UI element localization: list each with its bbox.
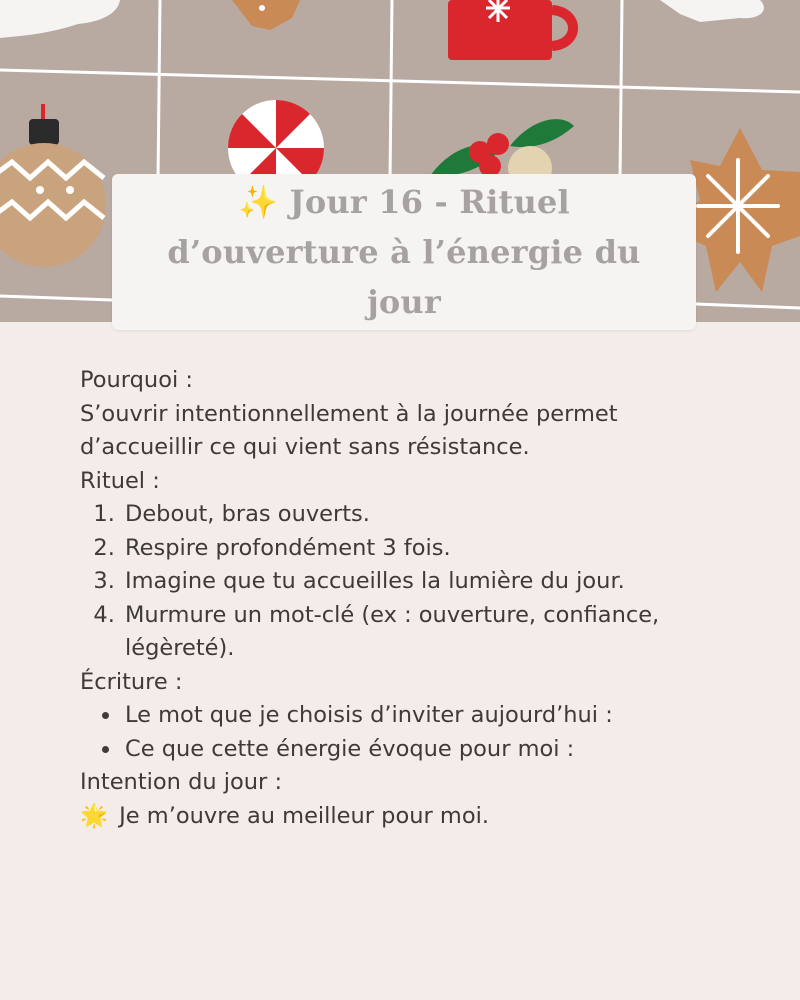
sparkles-icon: ✨ xyxy=(238,183,279,221)
rituel-steps-list xyxy=(80,498,740,666)
intention-text: Je m’ouvre au meilleur pour moi. xyxy=(119,802,489,829)
pourquoi-text: S’ouvrir intentionnellement à la journée permet d’accueillir ce qui vient sans résistance. xyxy=(80,400,618,460)
pourquoi-label: Pourquoi : xyxy=(80,367,193,393)
mug-icon xyxy=(448,0,573,60)
rituel-label: Rituel : xyxy=(80,467,160,494)
intention-line xyxy=(80,800,740,834)
ecriture-item: • Le mot que je choisis d’inviter aujourd’hui : xyxy=(122,699,740,733)
ecriture-list xyxy=(80,699,740,766)
rituel-step: 3. Imagine que tu accueilles la lumière du jour. xyxy=(122,565,740,599)
page-title-text: Jour 16 - Rituel d’ouverture à l’énergie du jour xyxy=(167,183,641,321)
rituel-step: 1. Debout, bras ouverts. xyxy=(122,498,740,532)
title-card xyxy=(112,174,696,330)
ritual-content xyxy=(80,364,740,833)
mitten-icon xyxy=(0,0,120,38)
rituel-step: 4. Murmure un mot-clé (ex : ouverture, confiance, légèreté). xyxy=(122,599,740,666)
ecriture-label: Écriture : xyxy=(80,668,183,695)
intention-label: Intention du jour : xyxy=(80,769,283,795)
ecriture-item: • Ce que cette énergie évoque pour moi : xyxy=(122,733,740,767)
ornament-icon xyxy=(0,104,106,267)
rituel-step: 2. Respire profondément 3 fois. xyxy=(122,532,740,566)
page-title xyxy=(134,177,674,327)
glowing-star-icon: 🌟 xyxy=(80,802,109,829)
